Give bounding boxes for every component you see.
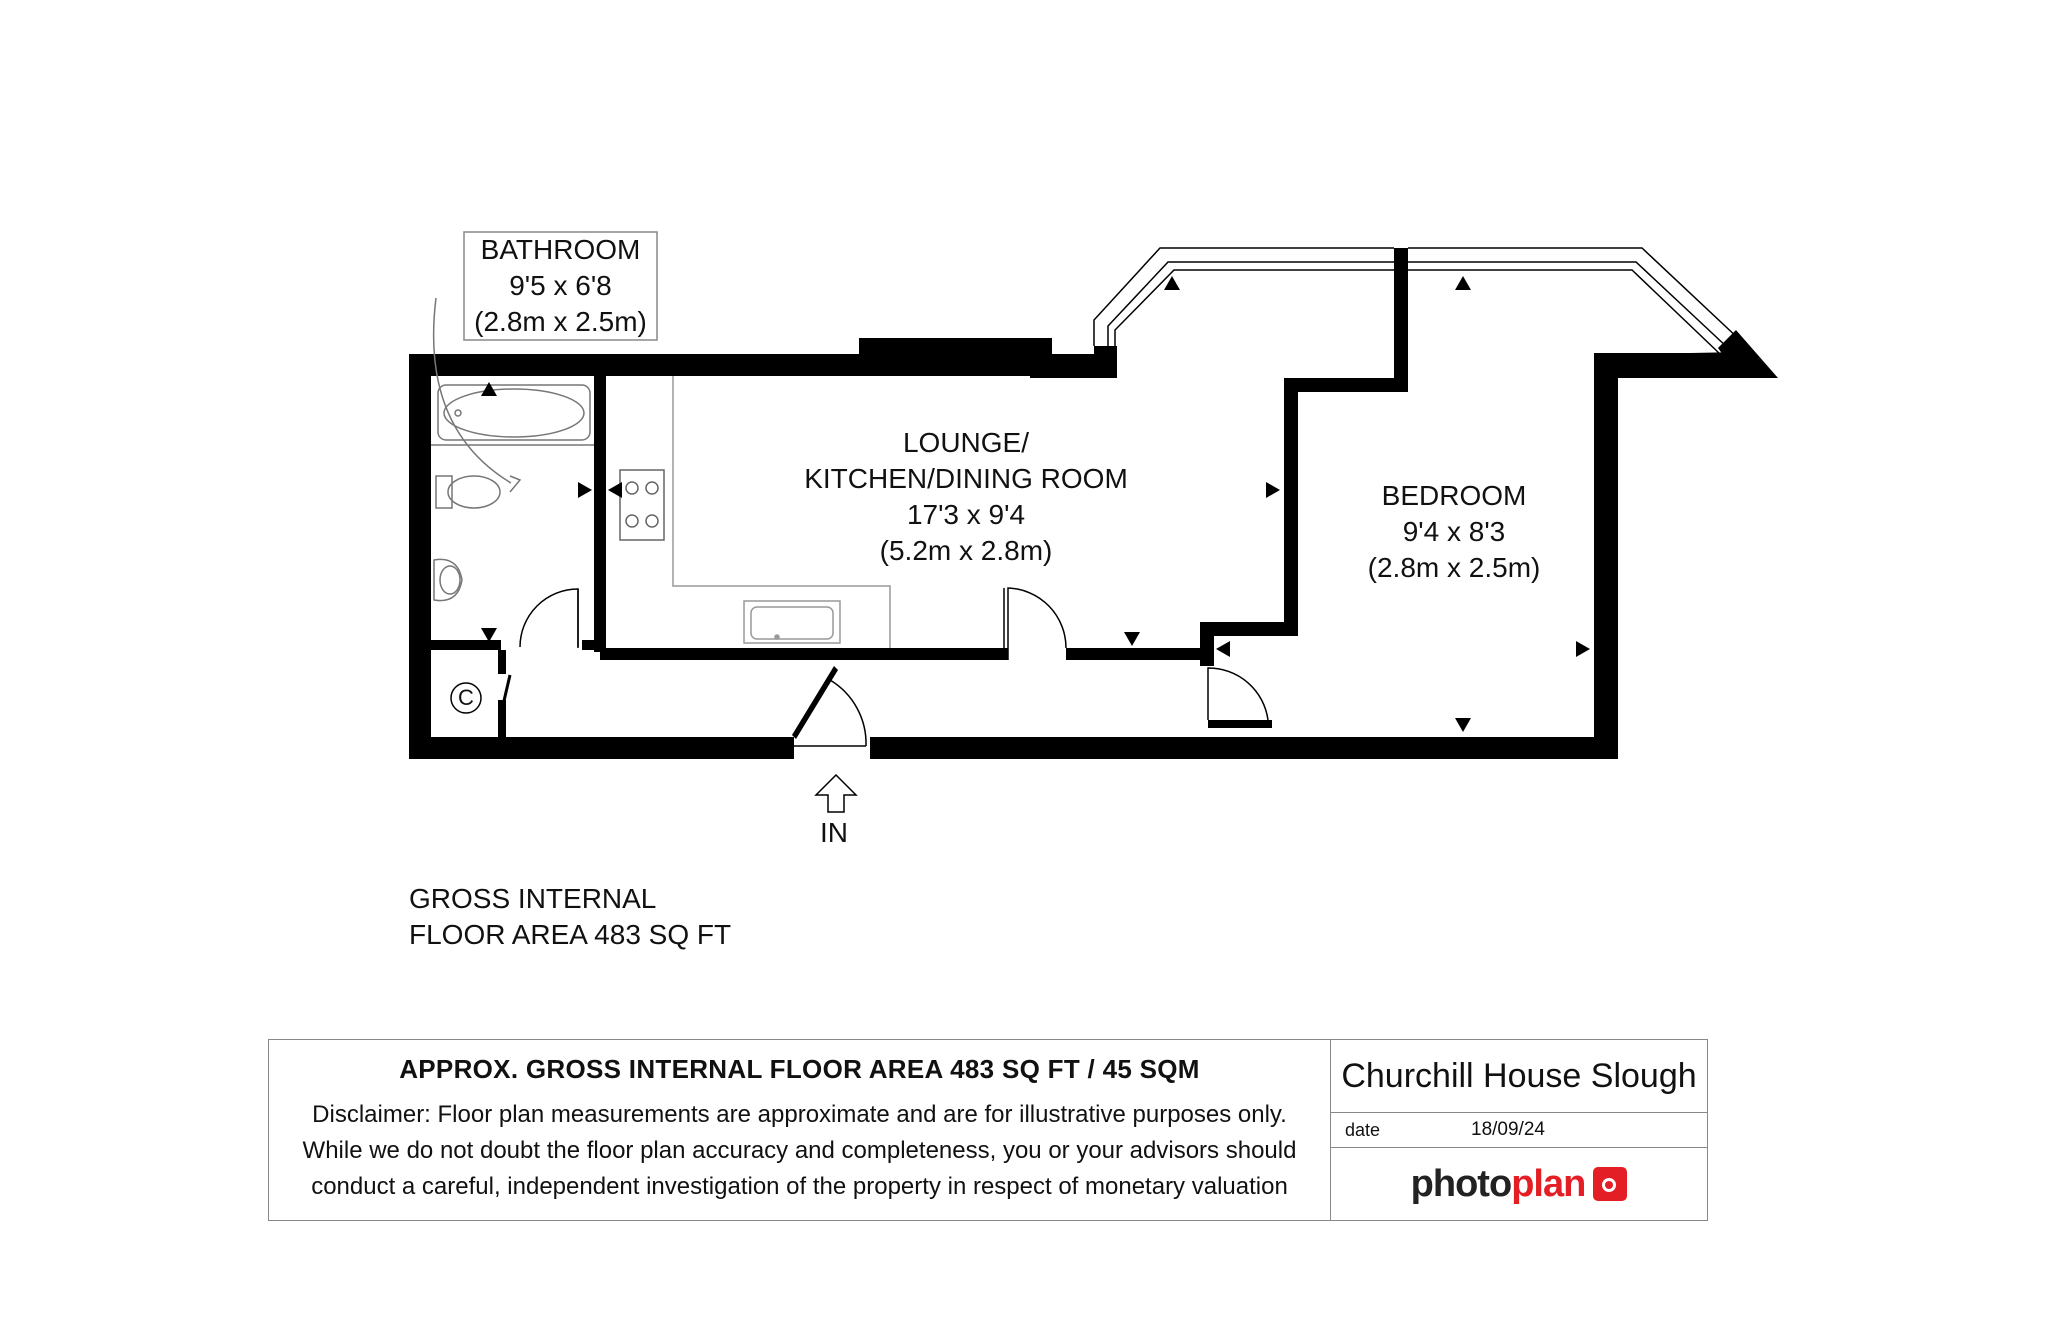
bathroom-label [464,232,657,340]
camera-icon [1593,1167,1627,1201]
date-value: 18/09/24 [1471,1119,1545,1140]
logo-text-part2: plan [1511,1162,1586,1205]
bedroom-label [1329,478,1579,586]
logo-text [1411,1163,1586,1206]
bedroom-imperial: 9'4 x 8'3 [1402,516,1506,547]
bedroom-metric: (2.8m x 2.5m) [1367,552,1541,583]
gross-area-line1: GROSS INTERNAL [409,883,657,914]
hob-icon [620,470,664,540]
footer-disclaimer-block [269,1040,1331,1220]
lounge-label [766,425,1166,569]
bathroom-imperial: 9'5 x 6'8 [509,270,612,301]
entrance-arrow-icon [816,775,856,812]
footer-info-block [1331,1040,1707,1220]
bathroom-name: BATHROOM [480,234,641,265]
doors [500,588,1268,746]
footer-panel [268,1039,1708,1221]
bay-window [1094,248,1740,354]
entrance-door-leaf [792,666,838,739]
lounge-imperial: 17'3 x 9'4 [906,499,1026,530]
disclaimer-text [269,1097,1330,1205]
date-row [1331,1113,1707,1148]
property-address: Churchill House Slough [1331,1040,1707,1113]
bedroom-name: BEDROOM [1381,480,1527,511]
lounge-name-line2: KITCHEN/DINING ROOM [804,463,1128,494]
cupboard-label: C [458,685,474,710]
photoplan-logo [1331,1148,1707,1220]
date-label: date [1345,1120,1381,1140]
bathroom-fixtures [431,298,594,601]
gross-area-line2: FLOOR AREA 483 SQ FT [409,919,732,950]
disclaimer-line-2: While we do not doubt the floor plan accuracy and completeness, you or your advisors should [302,1137,1297,1164]
entrance-label: IN [820,817,848,848]
gross-area-label [409,881,731,953]
logo-text-part1: photo [1410,1162,1512,1205]
bathroom-metric: (2.8m x 2.5m) [474,306,647,337]
lounge-name-line1: LOUNGE/ [902,427,1030,458]
disclaimer-line-3: conduct a careful, independent investigation of the property in respect of monetary valuation [311,1173,1288,1200]
footer-title: APPROX. GROSS INTERNAL FLOOR AREA 483 SQ FT / 45 SQM [399,1054,1200,1084]
lounge-metric: (5.2m x 2.8m) [879,535,1053,566]
disclaimer-line-1: Disclaimer: Floor plan measurements are approximate and are for illustrative purposes only. [312,1101,1287,1128]
